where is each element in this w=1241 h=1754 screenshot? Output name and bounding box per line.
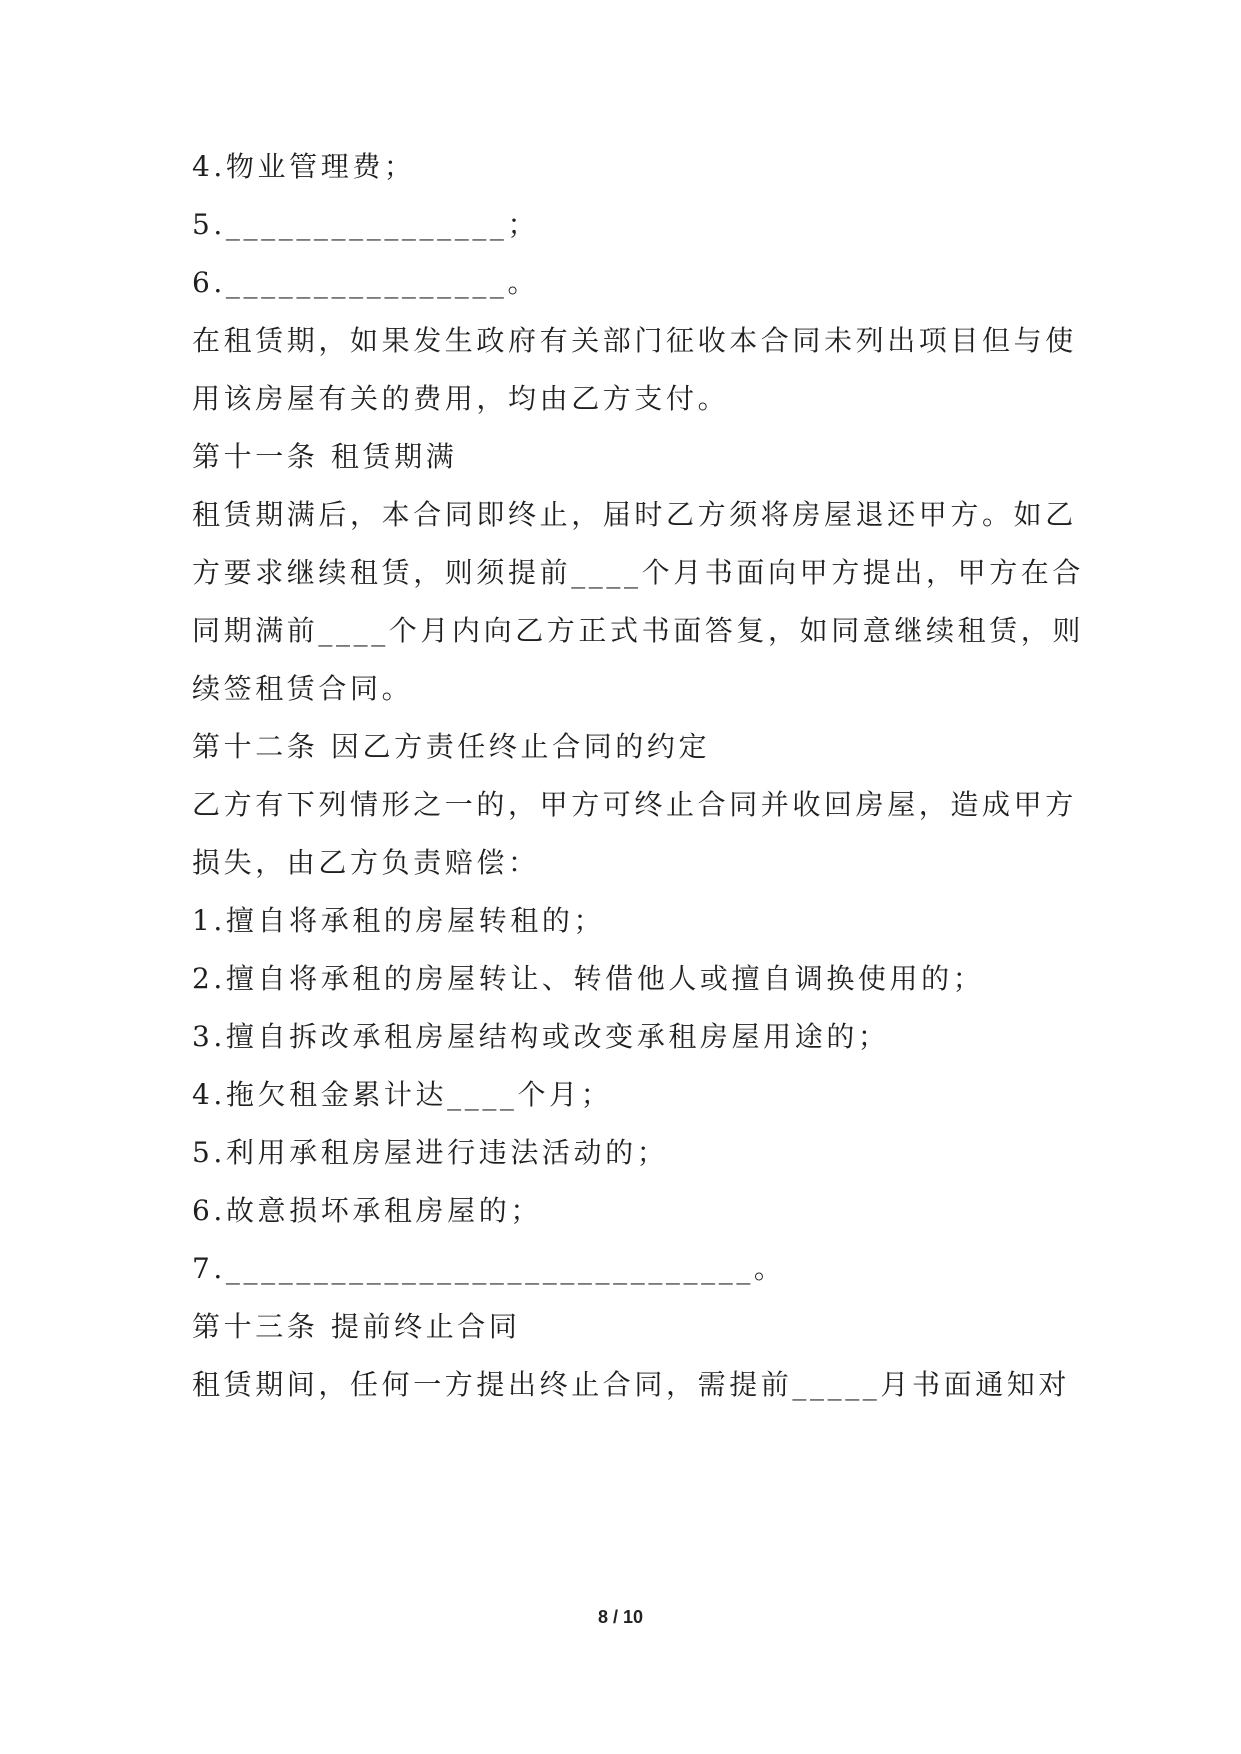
article-11-heading: 第十一条 租赁期满 xyxy=(192,440,458,473)
paragraph-line: 租赁期满后，本合同即终止，届时乙方须将房屋退还甲方。如乙 xyxy=(192,498,1077,531)
paragraph-line: 续签租赁合同。 xyxy=(192,672,414,705)
list-item: 6.故意损坏承租房屋的； xyxy=(192,1194,542,1227)
list-item: 2.擅自将承租的房屋转让、转借他人或擅自调换使用的； xyxy=(192,962,985,995)
paragraph-line: 在租赁期，如果发生政府有关部门征收本合同未列出项目但与使 xyxy=(192,324,1077,357)
paragraph-line: 方要求继续租赁，则须提前____个月书面向甲方提出，甲方在合 xyxy=(192,556,1085,589)
article-12-heading: 第十二条 因乙方责任终止合同的约定 xyxy=(192,730,711,763)
list-item: 3.擅自拆改承租房屋结构或改变承租房屋用途的； xyxy=(192,1020,890,1053)
list-item-blank-6: 6.________________。 xyxy=(192,266,540,299)
paragraph-line: 用该房屋有关的费用，均由乙方支付。 xyxy=(192,382,730,415)
article-13-heading: 第十三条 提前终止合同 xyxy=(192,1310,521,1343)
list-item: 5.利用承租房屋进行违法活动的； xyxy=(192,1136,669,1169)
list-item-property-fee: 4.物业管理费； xyxy=(192,150,416,183)
paragraph-line: 同期满前____个月内向乙方正式书面答复，如同意继续租赁，则 xyxy=(192,614,1085,647)
list-item-blank-5: 5.________________； xyxy=(192,208,540,241)
paragraph-line: 租赁期间，任何一方提出终止合同，需提前_____月书面通知对 xyxy=(192,1368,1071,1401)
list-item: 4.拖欠租金累计达____个月； xyxy=(192,1078,613,1111)
paragraph-line: 损失，由乙方负责赔偿： xyxy=(192,846,540,879)
list-item: 7.______________________________。 xyxy=(192,1252,786,1285)
page-number: 8 / 10 xyxy=(597,1607,644,1627)
paragraph-line: 乙方有下列情形之一的，甲方可终止合同并收回房屋，造成甲方 xyxy=(192,788,1077,821)
list-item: 1.擅自将承租的房屋转租的； xyxy=(192,904,606,937)
